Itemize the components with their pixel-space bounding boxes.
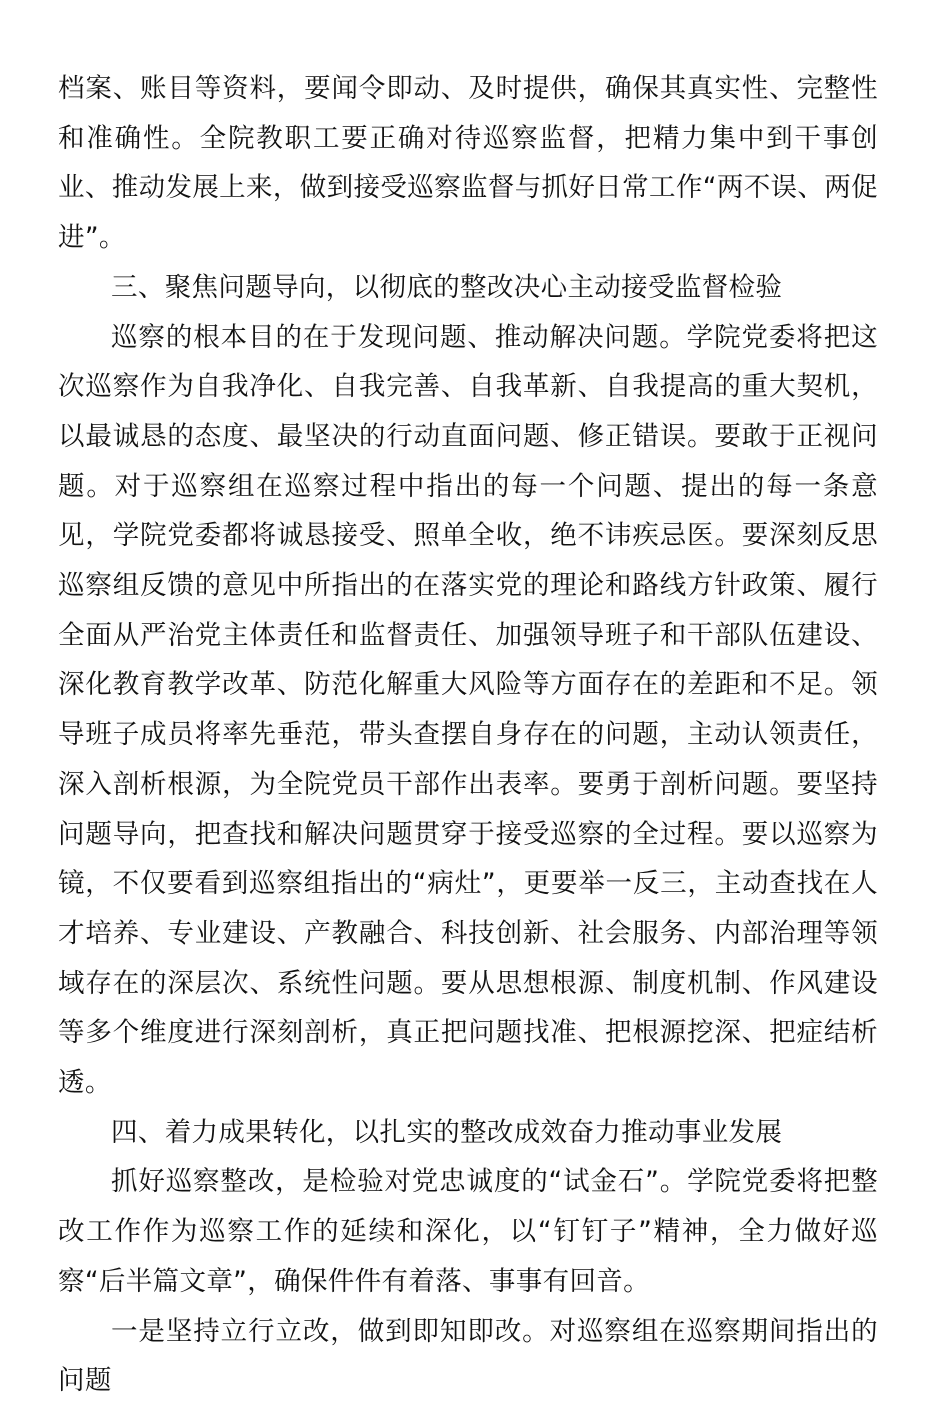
section-heading-three: 三、聚焦问题导向，以彻底的整改决心主动接受监督检验 bbox=[111, 271, 783, 303]
paragraph-inspection-purpose: 巡察的根本目的在于发现问题、推动解决问题。学院党委将把这次巡察作为自我净化、自我完善、自我革新、自我提高的重大契机，以最诚恳的态度、最坚决的行动直面问题、修正错误。要敢于正视问题。对于巡察组在巡察过程中指出的每一个问题、提出的每一条意见，学院党委都将诚恳接受、照单全收，绝不讳疾忌医。要深刻反思巡察组反馈的意见中所指出的在落实党的理论和路线方针政策、履行全面从严治党主体责任和监督责任、加强领导班子和干部队伍建设、深化教育教学改革、防范化解重大风险等方面存在的差距和不足。领导班子成员将率先垂范，带头查摆自身存在的问题，主动认领责任，深入剖析根源，为全院党员干部作出表率。要勇于剖析问题。要坚持问题导向，把查找和解决问题贯穿于接受巡察的全过程。要以巡察为镜，不仅要看到巡察组指出的“病灶”，更要举一反三，主动查找在人才培养、专业建设、产教融合、科技创新、社会服务、内部治理等领域存在的深层次、系统性问题。要从思想根源、制度机制、作风建设等多个维度进行深刻剖析，真正把问题找准、把根源挖深、把症结析透。 bbox=[58, 321, 878, 1099]
paragraph-rectification: 抓好巡察整改，是检验对党忠诚度的“试金石”。学院党委将把整改工作作为巡察工作的延续和深化，以“钉钉子”精神，全力做好巡察“后半篇文章”，确保件件有着落、事事有回音。 bbox=[58, 1166, 878, 1297]
section-heading-four: 四、着力成果转化，以扎实的整改成效奋力推动事业发展 bbox=[111, 1116, 783, 1148]
paragraph-continuation: 档案、账目等资料，要闻令即动、及时提供，确保其真实性、完整性和准确性。全院教职工要正确对待巡察监督，把精力集中到干事创业、推动发展上来，做到接受巡察监督与抓好日常工作“两不误、两促进”。 bbox=[58, 73, 878, 254]
document-body bbox=[58, 64, 878, 1406]
paragraph-point-one: 一是坚持立行立改，做到即知即改。对巡察组在巡察期间指出的问题 bbox=[58, 1315, 878, 1397]
